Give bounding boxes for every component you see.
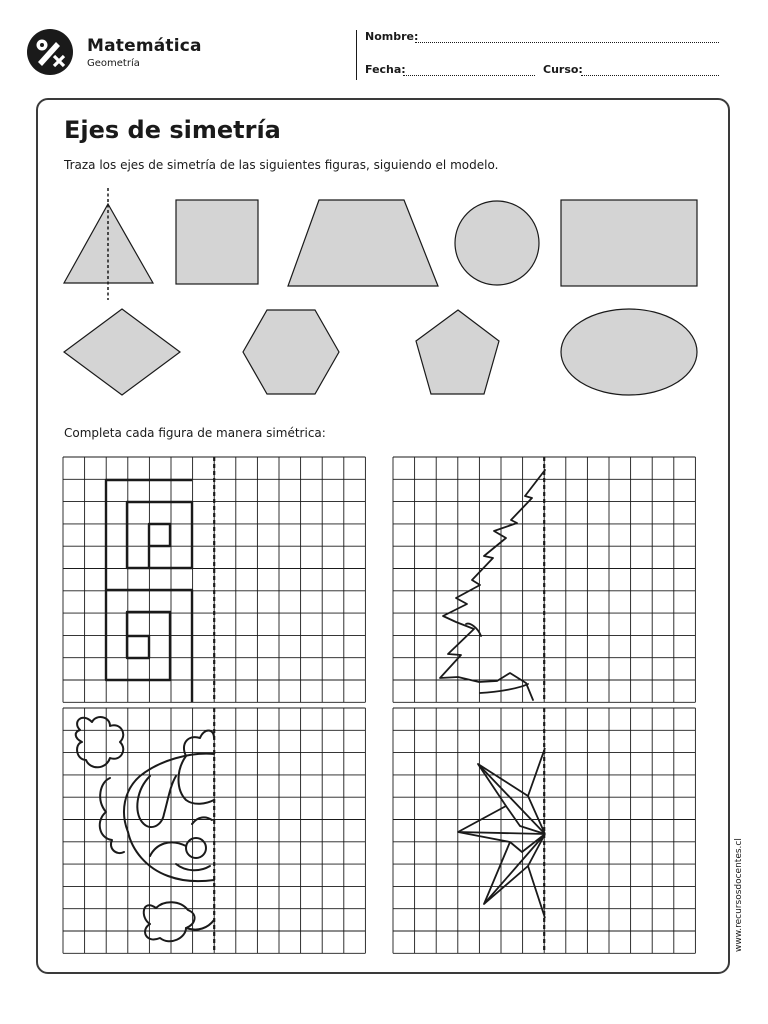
grid-pine-tree[interactable]: [393, 457, 695, 702]
pine-tree-figure: [440, 470, 545, 700]
ellipse-shape: [561, 309, 697, 395]
pentagon-shape: [416, 310, 499, 394]
name-label: Nombre:: [365, 30, 419, 43]
circle-shape: [455, 201, 539, 285]
date-label: Fecha:: [365, 63, 406, 76]
star-figure: [458, 748, 545, 918]
subject-title: Matemática: [87, 36, 202, 56]
trapezoid-shape: [288, 200, 438, 286]
website-credit: www.recursosdocentes.cl: [734, 838, 744, 952]
hexagon-shape: [243, 310, 339, 394]
course-label: Curso:: [543, 63, 583, 76]
grid-girl-face[interactable]: [63, 708, 365, 953]
instruction-symmetry-axes: Traza los ejes de simetría de las siguientes figuras, siguiendo el modelo.: [64, 158, 499, 172]
subject-subtitle: Geometría: [87, 58, 140, 69]
grid-spiral-pattern[interactable]: [63, 457, 365, 702]
rectangle-shape: [561, 200, 697, 286]
instruction-complete-figures: Completa cada figura de manera simétrica:: [64, 426, 326, 440]
square-shape: [176, 200, 258, 284]
rhombus-shape: [64, 309, 180, 395]
girl-face-figure: [76, 717, 214, 941]
worksheet-title: Ejes de simetría: [64, 116, 281, 144]
